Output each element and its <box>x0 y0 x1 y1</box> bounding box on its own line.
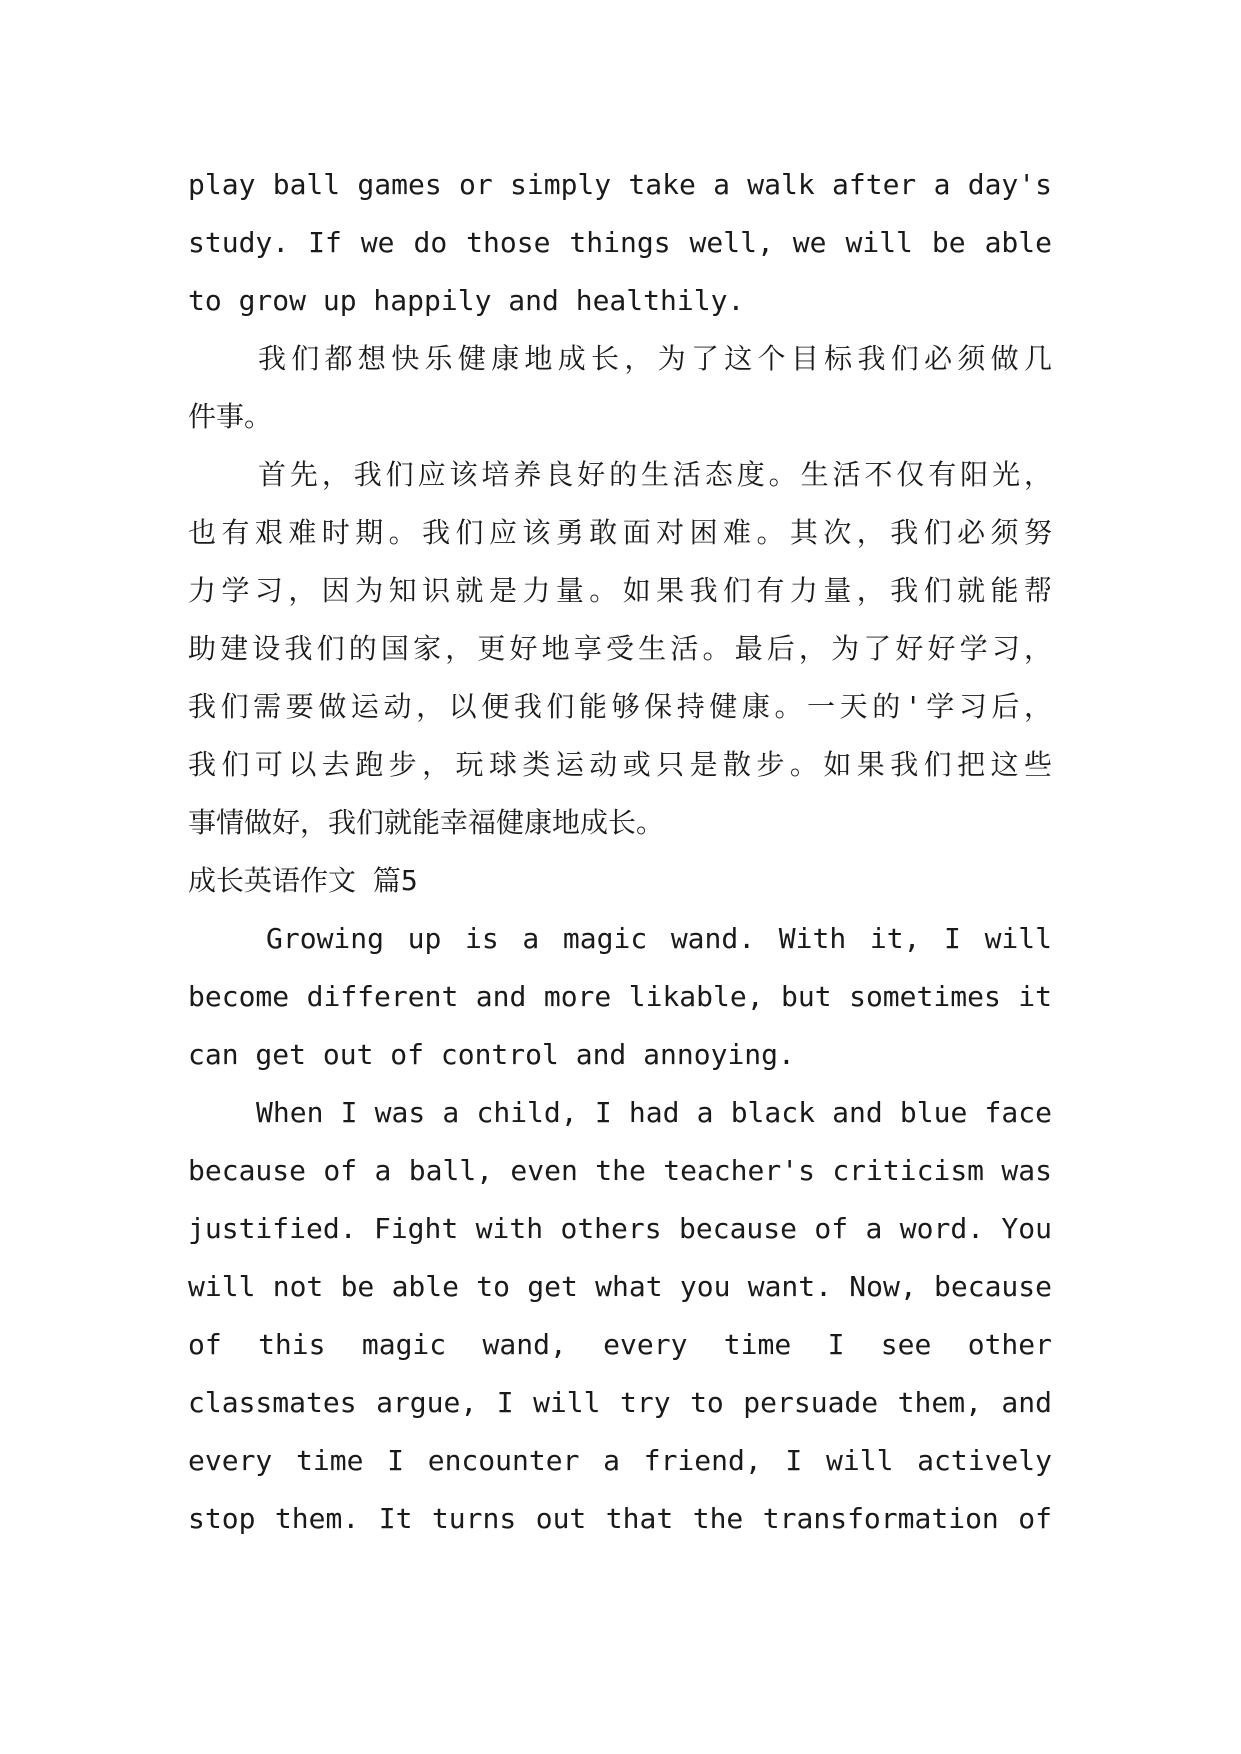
paragraph-english-1 <box>188 910 1052 1084</box>
text-line: become different and more likable, but sometimes it <box>188 980 1052 1013</box>
text-line: justified. Fight with others because of a word. You <box>188 1212 1052 1245</box>
text-line: 我们需要做运动，以便我们能够保持健康。一天的'学习后， <box>188 690 1052 723</box>
text-line: study. If we do those things well, we will be able <box>188 226 1052 259</box>
text-line: 首先，我们应该培养良好的生活态度。生活不仅有阳光， <box>258 458 1052 491</box>
text-line: 我们可以去跑步，玩球类运动或只是散步。如果我们把这些 <box>188 748 1052 781</box>
text-line: 件事。 <box>188 400 273 433</box>
text-line: every time I encounter a friend, I will actively <box>188 1444 1052 1477</box>
paragraph-english-2 <box>188 1084 1052 1548</box>
text-line: 事情做好，我们就能幸福健康地成长。 <box>188 806 665 839</box>
paragraph-chinese-intro <box>188 330 1052 446</box>
text-line: to grow up happily and healthily. <box>188 284 745 317</box>
text-line: can get out of control and annoying. <box>188 1038 795 1071</box>
paragraph-english-ending <box>188 156 1052 330</box>
text-line: 我们都想快乐健康地成长，为了这个目标我们必须做几 <box>258 342 1052 375</box>
text-line: because of a ball, even the teacher's criticism was <box>188 1154 1052 1187</box>
text-line: 助建设我们的国家，更好地享受生活。最后，为了好好学习， <box>188 632 1052 665</box>
text-line: When I was a child, I had a black and blue face <box>256 1096 1052 1129</box>
text-line: of this magic wand, every time I see other <box>188 1328 1052 1361</box>
paragraph-chinese-body <box>188 446 1052 852</box>
text-line: 力学习，因为知识就是力量。如果我们有力量，我们就能帮 <box>188 574 1052 607</box>
text-line: classmates argue, I will try to persuade them, and <box>188 1386 1052 1419</box>
text-line: Growing up is a magic wand. With it, I will <box>266 922 1052 955</box>
document-body <box>188 156 1052 1548</box>
text-line: stop them. It turns out that the transformation of <box>188 1502 1052 1535</box>
section-heading: 成长英语作文 篇5 <box>188 864 418 897</box>
text-line: will not be able to get what you want. Now, because <box>188 1270 1052 1303</box>
text-line: play ball games or simply take a walk after a day's <box>188 168 1052 201</box>
text-line: 也有艰难时期。我们应该勇敢面对困难。其次，我们必须努 <box>188 516 1052 549</box>
